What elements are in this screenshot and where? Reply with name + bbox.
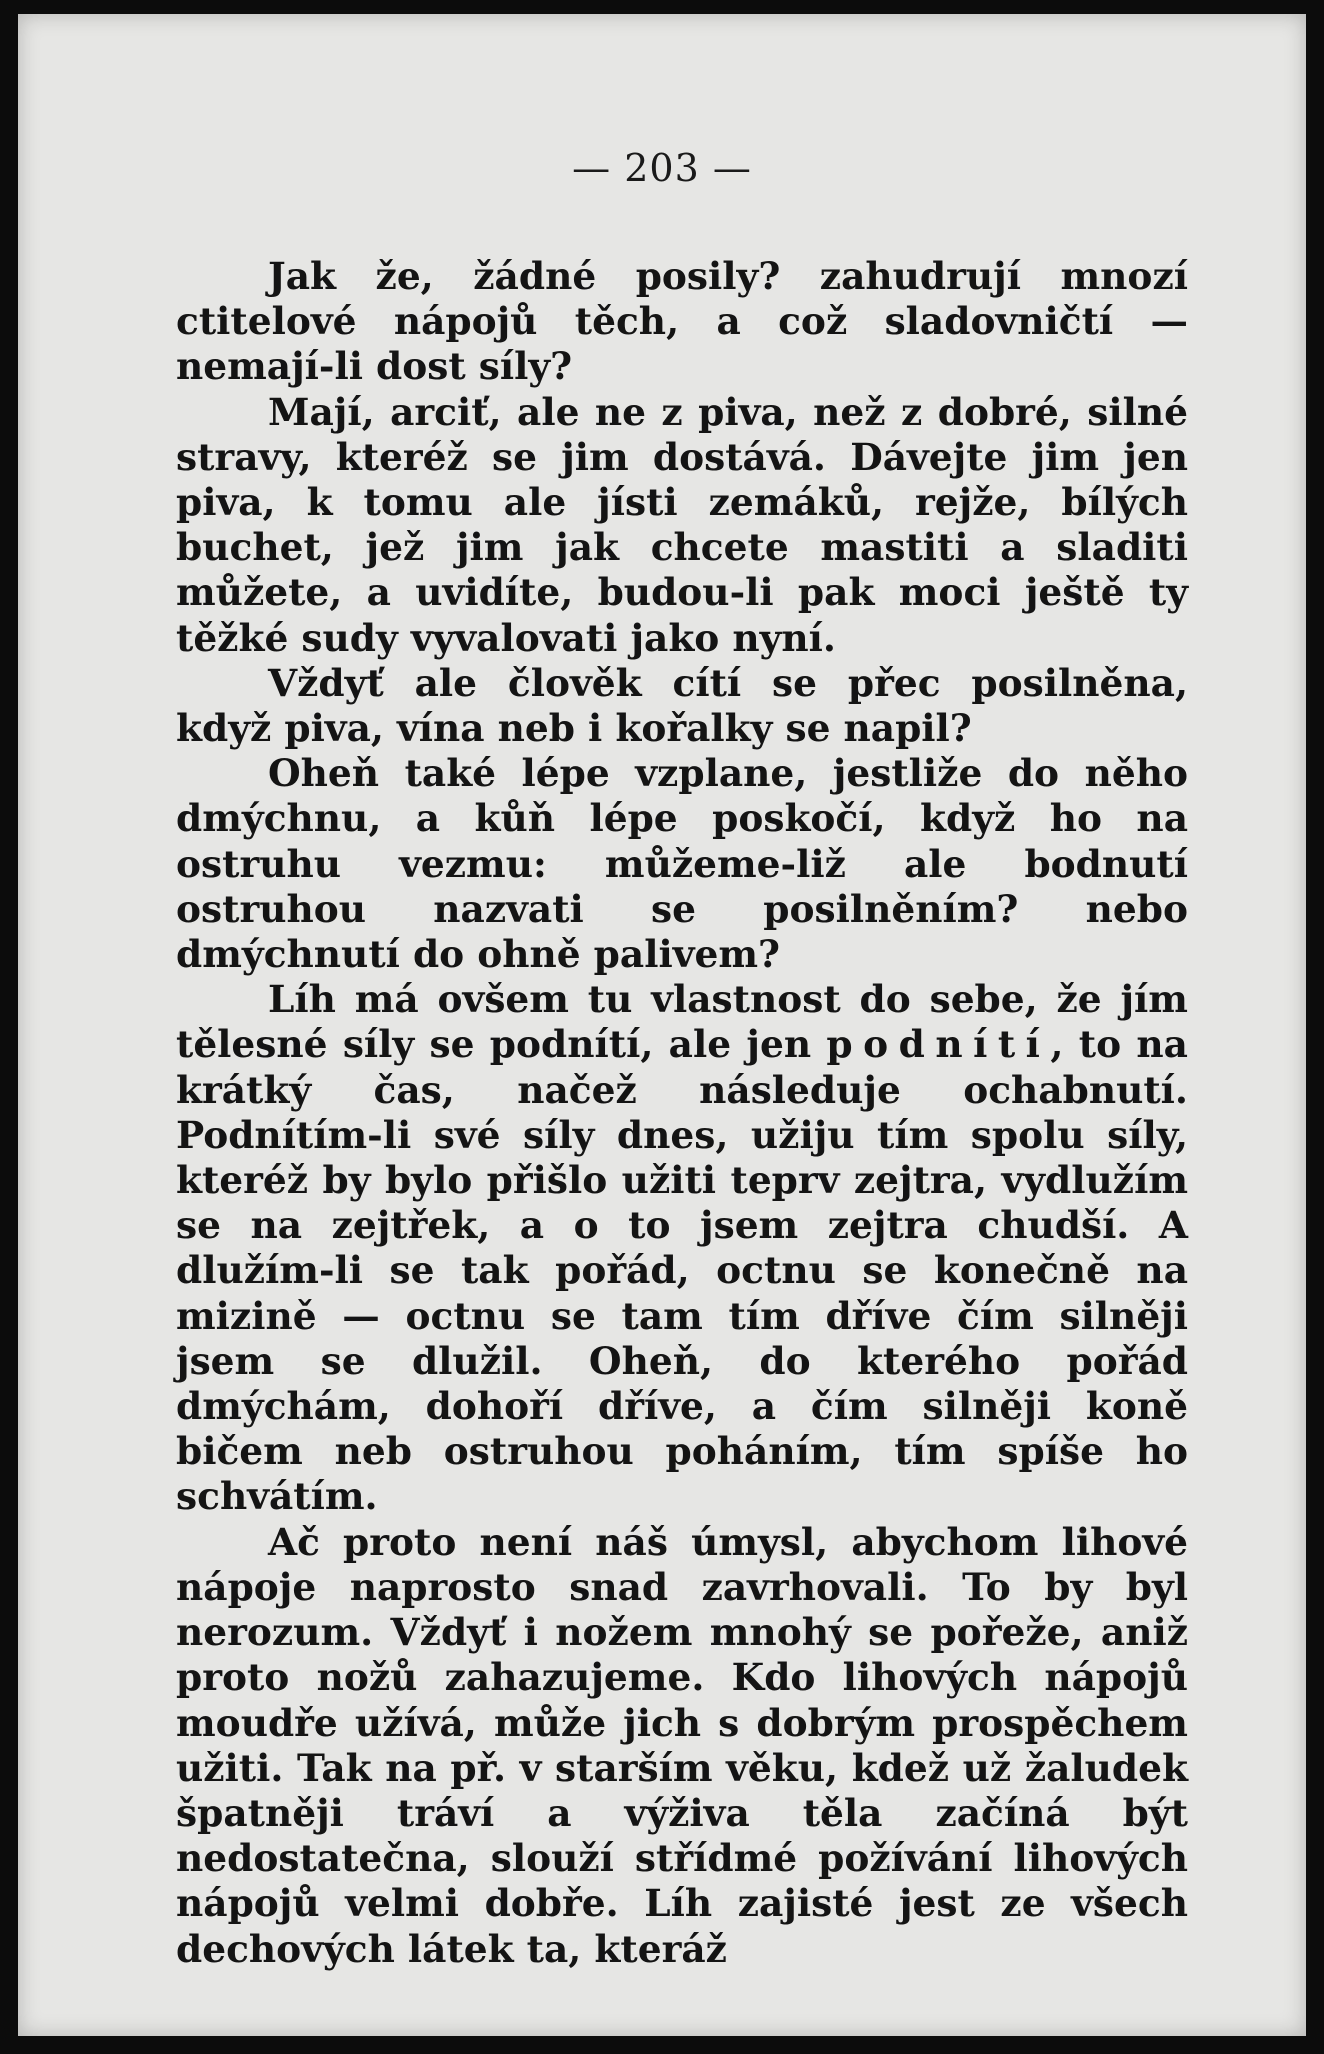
paragraph-5-end: , to na krátký čas, načež následuje ochabnutí. Podnítím-li své síly dnes, užiju tím spolu síly, kteréž by bylo přišlo užiti teprv zejtra, vydlužím se na zejtřek, a o to jsem zejtra chudší. A dlužím-li se tak pořád, octnu se konečně na mizině — octnu se tam tím dříve čím silněji jsem se dlužil. Oheň, do kterého pořád dmýchám, dohoří dříve, a čím silněji koně bičem neb ostruhou poháním, tím spíše ho schvátím. [176,1022,1188,1519]
paragraph-6: Ač proto není náš úmysl, abychom lihové nápoje naprosto snad zavrhovali. To by byl nerozum. Vždyť i nožem mnohý se pořeže, aniž proto nožů zahazujeme. Kdo lihových nápojů moudře užívá, může jich s dobrým prospěchem užiti. Tak na př. v starším věku, kdež už žaludek špatněji tráví a výživa těla začíná být nedostatečna, slouží střídmé požívání lihových nápojů velmi dobře. Líh zajisté jest ze všech dechových látek ta, kteráž [176,1519,1188,1971]
paragraph-2: Mají, arciť, ale ne z piva, než z dobré, silné stravy, kteréž se jim dostává. Dávejte jim jen piva, k tomu ale jísti zemáků, rejže, bílých buchet, jež jim jak chcete mastiti a sladiti můžete, a uvidíte, budou-li pak moci ještě ty těžké sudy vyvalovati jako nyní. [176,389,1188,660]
book-page [18,14,1306,2036]
paragraph-3: Vždyť ale člověk cítí se přec posilněna, když piva, vína neb i kořalky se napil? [176,660,1188,751]
paragraph-4: Oheň také lépe vzplane, jestliže do něho dmýchnu, a kůň lépe poskočí, když ho na ostruhu vezmu: můžeme-liž ale bodnutí ostruhou nazvati se posilněním? nebo dmýchnutí do ohně palivem? [176,751,1188,977]
paragraph-5 [176,977,1188,1519]
paragraph-5-start: Líh má ovšem tu vlastnost do sebe, že jím tělesné síly se podnítí, ale jen [176,977,1188,1067]
paragraph-1: Jak že, žádné posily? zahudrují mnozí ctitelové nápojů těch, a což sladovničtí — nemají-li dost síly? [176,254,1188,389]
emphasized-word: podnítí [826,1022,1051,1067]
body-text [176,254,1188,1972]
page-number: — 203 — [572,146,752,190]
